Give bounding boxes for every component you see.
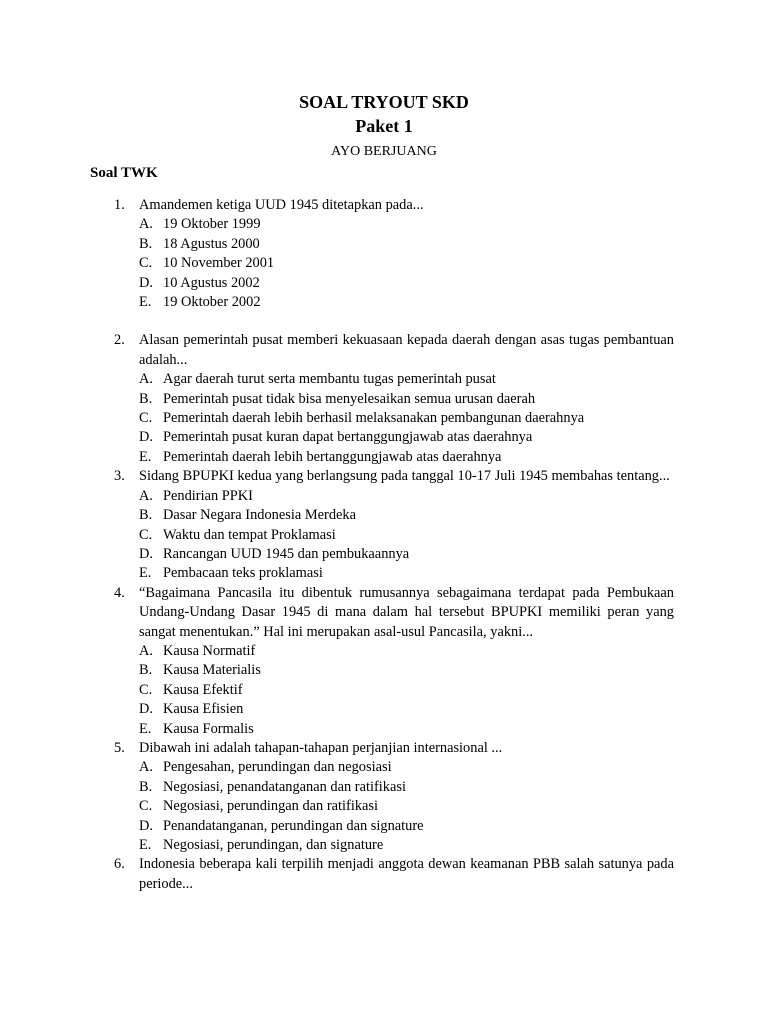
option-letter: E. (139, 720, 152, 737)
option-text: Pendirian PPKI (163, 487, 253, 504)
option-letter: C. (139, 410, 153, 427)
question-text: Sidang BPUPKI kedua yang berlangsung pada tanggal 10-17 Juli 1945 membahas tentang... (139, 468, 670, 485)
option-letter: D. (139, 817, 153, 834)
option-letter: D. (139, 701, 153, 718)
option-letter: A. (139, 487, 153, 504)
question-text: Amandemen ketiga UUD 1945 ditetapkan pada... (139, 197, 424, 213)
question-number: 2. (114, 332, 125, 349)
option-text: Agar daerah turut serta membantu tugas pemerintah pusat (163, 371, 496, 388)
answer-option (139, 390, 674, 409)
option-letter: B. (139, 662, 153, 679)
question-item (0, 855, 768, 894)
option-text: Kausa Normatif (163, 642, 256, 659)
question-number: 5. (114, 739, 125, 756)
option-letter: A. (139, 642, 153, 659)
option-text: Pemerintah daerah lebih bertanggungjawab atas daerahnya (163, 448, 502, 465)
answer-option (139, 720, 674, 739)
answer-option (139, 293, 674, 312)
question-text: Alasan pemerintah pusat memberi kekuasaan kepada daerah dengan asas tugas pembantuan adalah... (139, 332, 674, 368)
tagline: AYO BERJUANG (331, 144, 437, 159)
question-number: 6. (114, 856, 125, 873)
answer-option (139, 817, 674, 836)
option-letter: B. (139, 778, 153, 795)
question-item (0, 467, 768, 583)
option-letter: B. (139, 507, 153, 524)
question-number: 3. (114, 468, 125, 485)
section-heading: Soal TWK (90, 165, 158, 181)
answer-option (139, 758, 674, 777)
answer-option (139, 836, 674, 855)
option-text: Pengesahan, perundingan dan negosiasi (163, 759, 392, 776)
option-text: Kausa Efisien (163, 701, 244, 718)
option-text: Kausa Formalis (163, 720, 254, 737)
answer-option (139, 235, 674, 254)
option-letter: E. (139, 837, 152, 853)
answer-option (139, 274, 674, 293)
answer-option (139, 215, 674, 234)
option-letter: B. (139, 235, 153, 252)
answer-option (139, 506, 674, 525)
option-letter: C. (139, 526, 153, 543)
answer-option (139, 428, 674, 447)
option-letter: C. (139, 681, 153, 698)
question-item (0, 196, 768, 312)
question-text: “Bagaimana Pancasila itu dibentuk rumusannya sebagaimana terdapat pada Pembukaan Undang-Undang Dasar 1945 di mana dalam hal tersebut BPUPKI memiliki peran yang sangat menentukan.” Hal ini merupakan asal-usul Pancasila, yakni... (139, 584, 674, 640)
question-number: 4. (114, 584, 125, 601)
answer-option (139, 778, 674, 797)
question-list (0, 196, 768, 894)
answer-option (139, 545, 674, 564)
option-letter: E. (139, 294, 152, 311)
option-letter: A. (139, 371, 153, 388)
option-letter: A. (139, 759, 153, 776)
option-text: Negosiasi, perundingan, dan signature (163, 837, 384, 853)
option-letter: A. (139, 216, 153, 233)
option-letter: D. (139, 429, 153, 446)
answer-option (139, 254, 674, 273)
option-text: Pemerintah pusat tidak bisa menyelesaikan semua urusan daerah (163, 390, 536, 407)
option-text: Rancangan UUD 1945 dan pembukaannya (163, 545, 410, 562)
option-text: Negosiasi, perundingan dan ratifikasi (163, 798, 379, 815)
option-text: Dasar Negara Indonesia Merdeka (163, 507, 356, 524)
option-text: Kausa Materialis (163, 662, 261, 679)
option-text: Negosiasi, penandatanganan dan ratifikasi (163, 778, 406, 795)
question-item (0, 739, 768, 855)
option-text: Pembacaan teks proklamasi (163, 565, 323, 582)
option-text: Waktu dan tempat Proklamasi (163, 526, 336, 543)
option-text: 19 Oktober 1999 (163, 216, 261, 233)
option-text: 18 Agustus 2000 (163, 235, 260, 252)
answer-option (139, 409, 674, 428)
option-letter: E. (139, 565, 152, 582)
option-text: Kausa Efektif (163, 681, 243, 698)
option-text: Penandatanganan, perundingan dan signature (163, 817, 424, 834)
answer-option (139, 681, 674, 700)
option-text: Pemerintah pusat kuran dapat bertanggungjawab atas daerahnya (163, 429, 533, 446)
answer-option (139, 642, 674, 661)
option-letter: D. (139, 274, 153, 291)
question-text: Indonesia beberapa kali terpilih menjadi anggota dewan keamanan PBB salah satunya pada periode... (139, 856, 674, 892)
question-number: 1. (114, 197, 125, 213)
option-letter: D. (139, 545, 153, 562)
question-item (0, 584, 768, 739)
answer-option (139, 564, 674, 583)
question-text: Dibawah ini adalah tahapan-tahapan perjanjian internasional ... (139, 739, 503, 756)
answer-option (139, 487, 674, 506)
answer-option (139, 448, 674, 467)
answer-option (139, 526, 674, 545)
option-text: Pemerintah daerah lebih berhasil melaksanakan pembangunan daerahnya (163, 410, 585, 427)
question-item (0, 331, 768, 467)
option-text: 19 Oktober 2002 (163, 294, 261, 311)
document-title: SOAL TRYOUT SKD (299, 92, 469, 112)
answer-option (139, 797, 674, 816)
package-subtitle: Paket 1 (355, 116, 413, 136)
option-text: 10 Agustus 2002 (163, 274, 260, 291)
option-letter: B. (139, 390, 153, 407)
option-letter: E. (139, 448, 152, 465)
option-letter: C. (139, 255, 153, 272)
answer-option (139, 661, 674, 680)
answer-option (139, 370, 674, 389)
option-letter: C. (139, 798, 153, 815)
option-text: 10 November 2001 (163, 255, 275, 272)
answer-option (139, 700, 674, 719)
